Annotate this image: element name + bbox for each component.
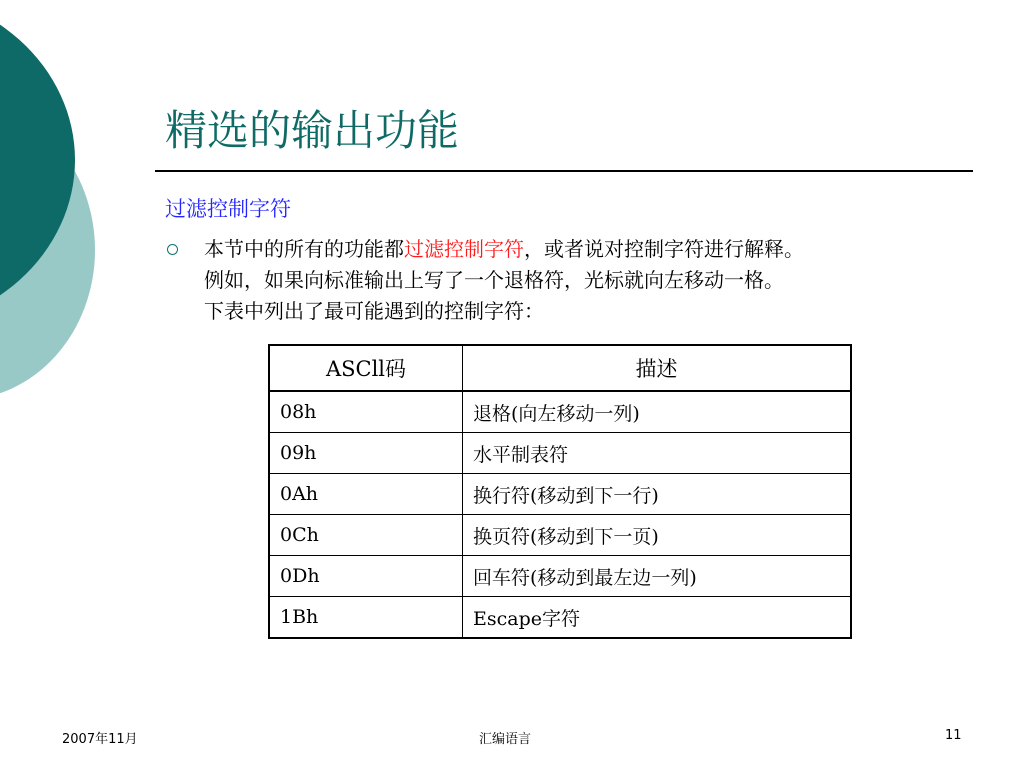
cell-description: 退格(向左移动一列) [463, 391, 852, 433]
paragraph-line-2: 例如，如果向标准输出上写了一个退格符，光标就向左移动一格。 [204, 268, 784, 292]
cell-description: 换行符(移动到下一行) [463, 474, 852, 515]
footer-date: 2007年11月 [62, 732, 138, 747]
cell-code: 08h [269, 391, 463, 433]
table-row [269, 433, 851, 474]
bullet-paragraph [204, 234, 994, 327]
control-char-table [268, 344, 852, 639]
column-header-ascii: ASCll码 [269, 345, 463, 391]
bullet-circle-icon [167, 244, 178, 255]
slide-title: 精选的输出功能 [165, 106, 460, 155]
paragraph-line-3: 下表中列出了最可能遇到的控制字符： [204, 299, 544, 323]
cell-code: 0Ch [269, 515, 463, 556]
cell-description: Escape字符 [463, 597, 852, 639]
cell-description: 换页符(移动到下一页) [463, 515, 852, 556]
table-row [269, 515, 851, 556]
table-row [269, 597, 851, 639]
cell-code: 09h [269, 433, 463, 474]
highlighted-text: 过滤控制字符 [404, 237, 524, 261]
table-header-row [269, 345, 851, 391]
column-header-description: 描述 [463, 345, 852, 391]
table-row [269, 474, 851, 515]
table-row [269, 556, 851, 597]
cell-description: 水平制表符 [463, 433, 852, 474]
cell-code: 1Bh [269, 597, 463, 639]
footer-course-title: 汇编语言 [479, 732, 532, 747]
paragraph-line-1 [204, 234, 994, 265]
paragraph-text: ，或者说对控制字符进行解释。 [524, 237, 804, 261]
cell-code: 0Dh [269, 556, 463, 597]
cell-description: 回车符(移动到最左边一列) [463, 556, 852, 597]
paragraph-text: 本节中的所有的功能都 [204, 237, 404, 261]
table-row [269, 391, 851, 433]
cell-code: 0Ah [269, 474, 463, 515]
title-divider [155, 170, 973, 172]
slide-subheading: 过滤控制字符 [165, 197, 291, 221]
footer-page-number: 11 [945, 728, 962, 743]
